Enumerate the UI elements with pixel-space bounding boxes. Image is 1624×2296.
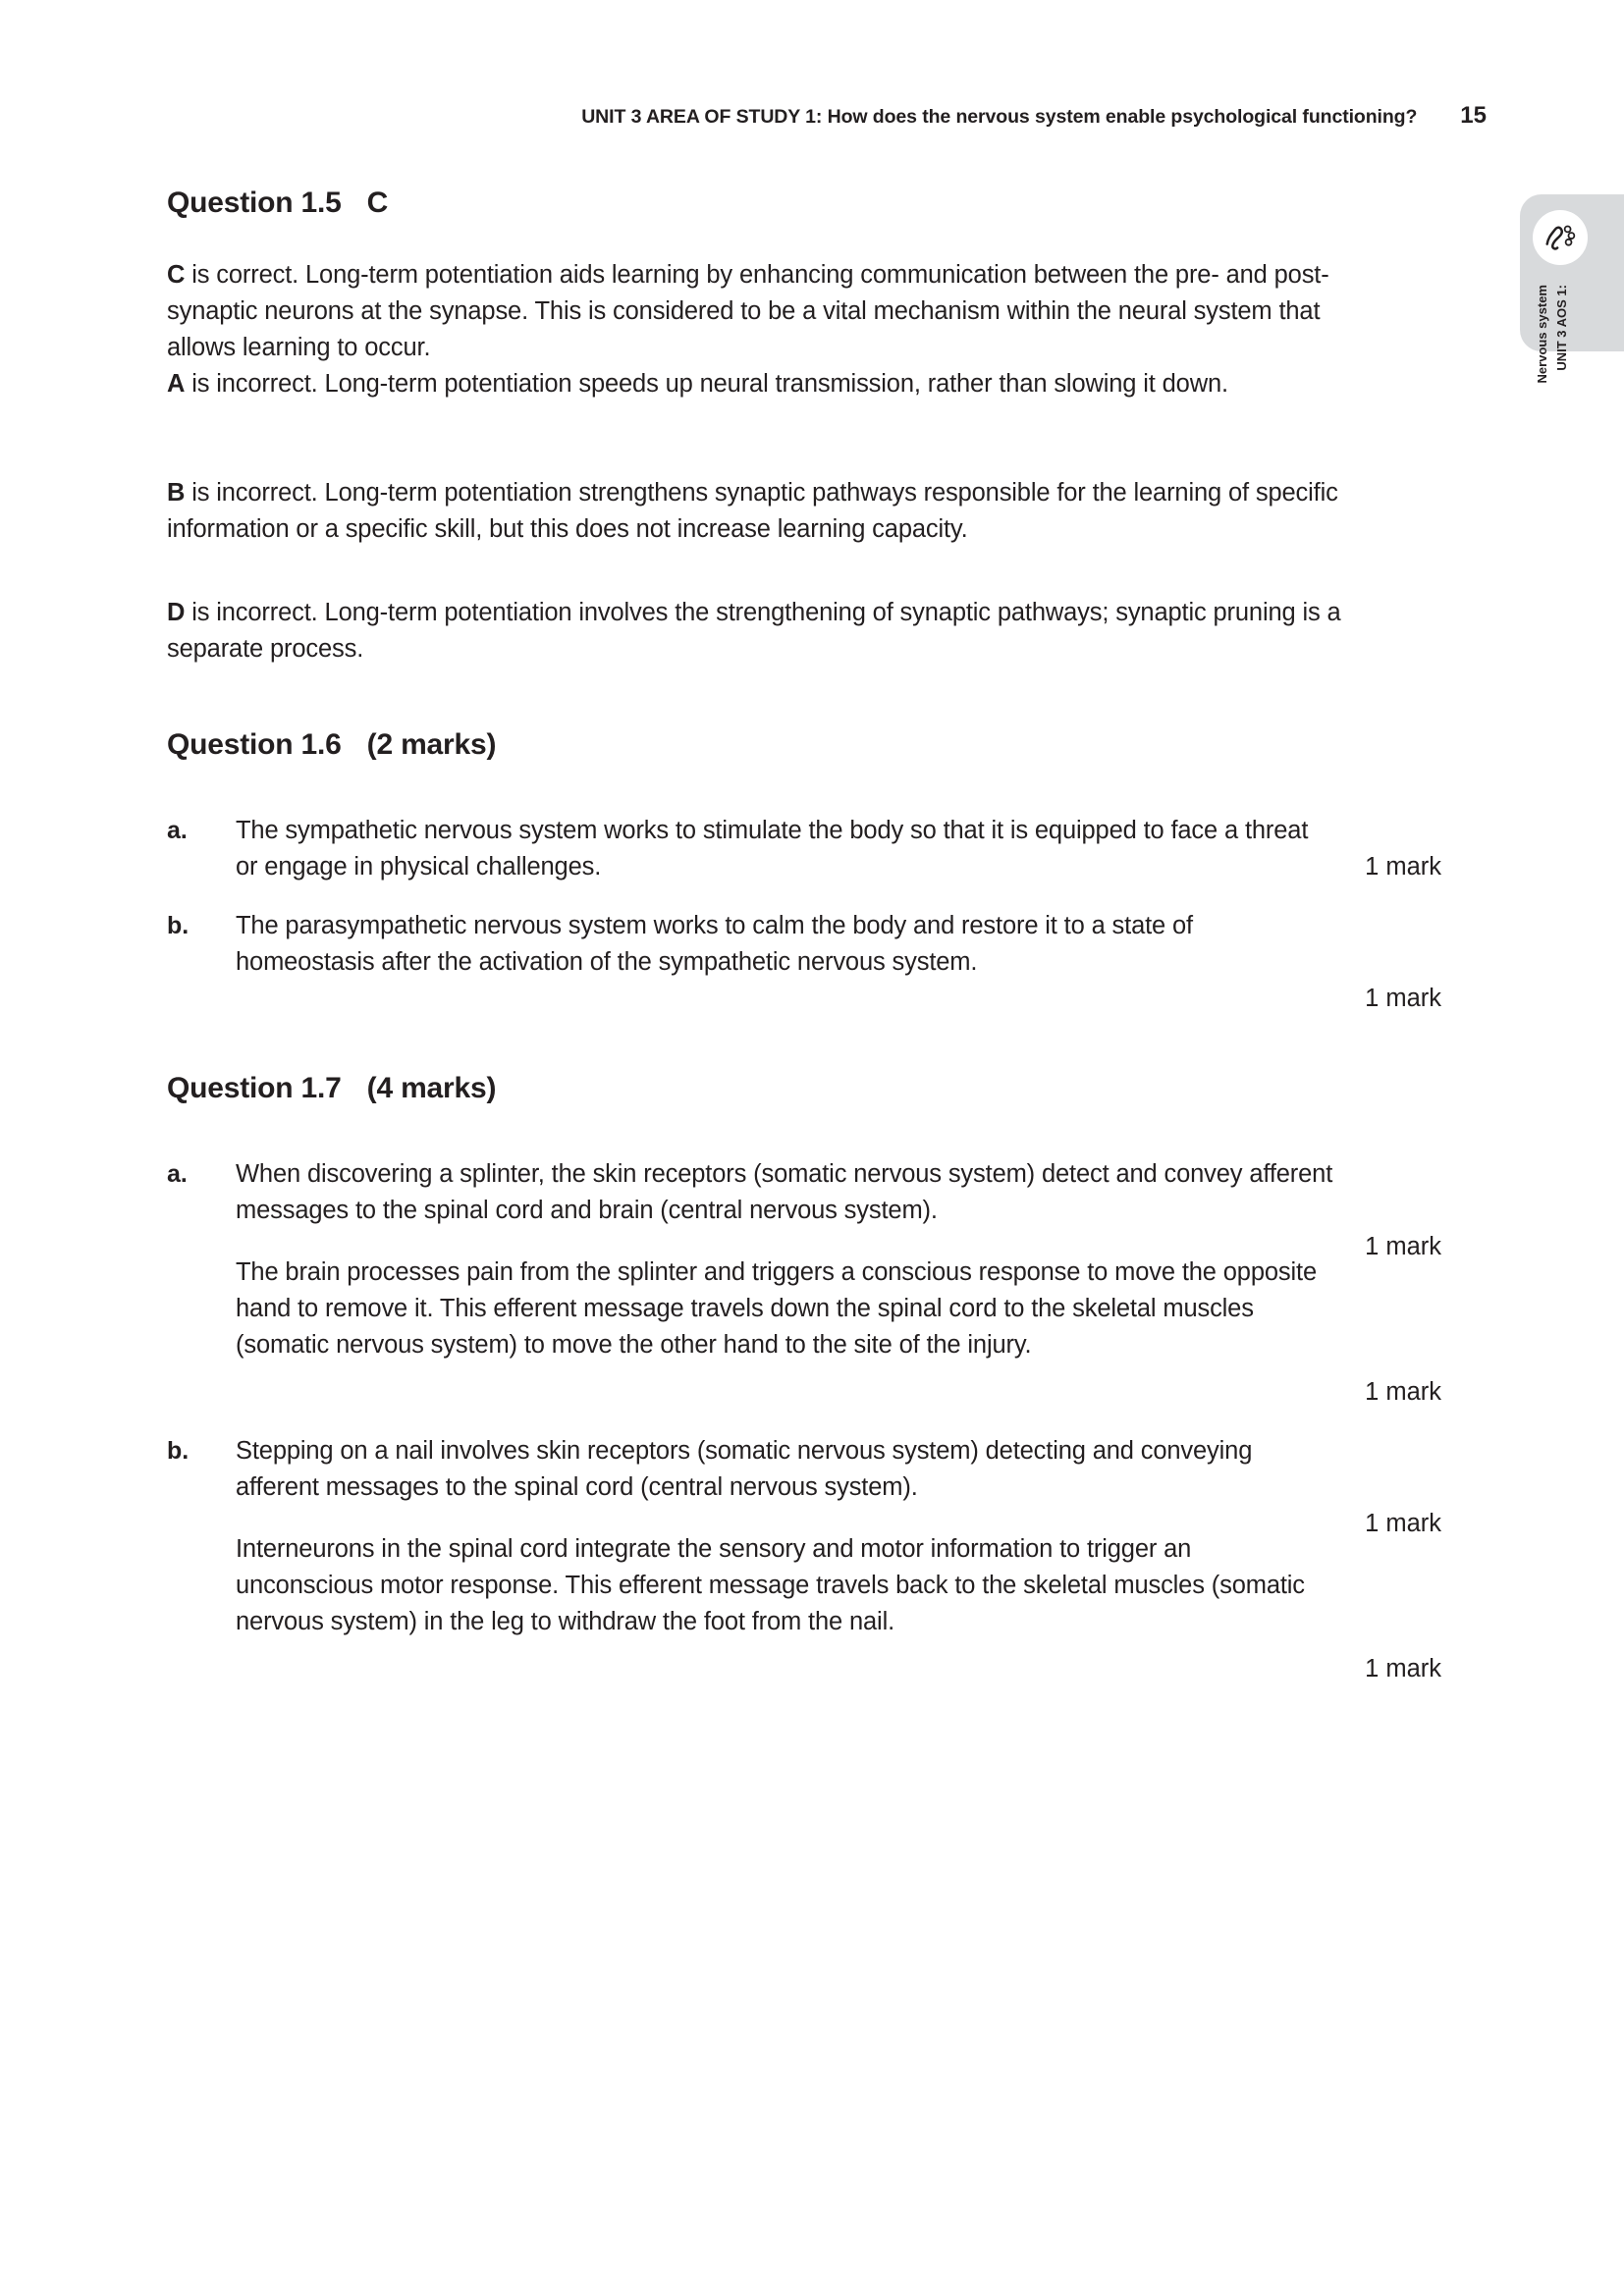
answer-explanation-a [167, 366, 1389, 402]
part-label-a: a. [167, 817, 188, 844]
marks-1-7-a-2: 1 mark [1365, 1378, 1441, 1406]
part-body-1-7-a [236, 1156, 1335, 1363]
page-number: 15 [1460, 102, 1487, 129]
part-text-1-6-b: The parasympathetic nervous system works to calm the body and restore it to a state of homeostasis after the activation of the sympathetic nervous system. [236, 912, 1193, 976]
marks-1-6-b: 1 mark [1365, 985, 1441, 1012]
part-text-1-7-a-p1: When discovering a splinter, the skin receptors (somatic nervous system) detect and convey afferent messages to the spinal cord and brain (central nervous system). [236, 1160, 1333, 1224]
marks-1-7-a-1: 1 mark [1365, 1233, 1441, 1260]
option-text-b: is incorrect. Long-term potentiation strengthens synaptic pathways responsible for the learning of specific information or a specific skill, but this does not increase learning capacity. [167, 479, 1338, 543]
part-label-b-1-7: b. [167, 1437, 189, 1465]
part-label-b: b. [167, 912, 189, 939]
running-header [137, 102, 1487, 132]
neuron-icon [1533, 210, 1588, 265]
marks-1-6-a: 1 mark [1365, 853, 1441, 881]
option-letter-a: A [167, 370, 186, 398]
option-text-c: is correct. Long-term potentiation aids learning by enhancing communication between the pre- and post-synaptic neurons at the synapse. This is considered to be a vital mechanism within the neural system that allows learning to occur. [167, 261, 1329, 361]
option-letter-d: D [167, 599, 186, 626]
answer-part-1-6-b [167, 908, 1335, 981]
part-text-1-7-b-p2: Interneurons in the spinal cord integrate the sensory and motor information to trigger an unconscious motor response. This efferent message travels back to the skeletal muscles (somatic nervous system) in the leg to withdraw the foot from the nail. [236, 1535, 1305, 1635]
question-heading-1-5-answer: C [366, 187, 389, 219]
question-heading-1-6-marks: (2 marks) [366, 728, 497, 761]
option-letter-c: C [167, 261, 186, 289]
side-thumb-tab-labels [1520, 285, 1618, 384]
running-header-title: UNIT 3 AREA OF STUDY 1: How does the nervous system enable psychological functioning? [581, 106, 1418, 128]
question-heading-1-7-number: Question 1.7 [167, 1072, 342, 1104]
answer-explanation-d [167, 595, 1412, 667]
option-text-d: is incorrect. Long-term potentiation involves the strengthening of synaptic pathways; synaptic pruning is a separate process. [167, 599, 1341, 663]
option-letter-b: B [167, 479, 186, 507]
question-heading-1-7-marks: (4 marks) [366, 1072, 497, 1104]
answer-part-1-7-b [167, 1433, 1335, 1640]
side-tab-unit-label: UNIT 3 AOS 1: [1554, 285, 1569, 371]
answer-part-1-7-a [167, 1156, 1335, 1363]
question-heading-1-6 [167, 728, 496, 762]
side-tab-topic-label: Nervous system [1535, 285, 1549, 384]
question-heading-1-6-number: Question 1.6 [167, 728, 342, 761]
question-heading-1-7 [167, 1072, 496, 1105]
question-heading-1-5-number: Question 1.5 [167, 187, 342, 219]
answer-explanation-c [167, 257, 1389, 366]
part-body-1-7-b [236, 1433, 1335, 1640]
option-text-a: is incorrect. Long-term potentiation speeds up neural transmission, rather than slowing it down. [185, 370, 1228, 398]
marks-1-7-b-1: 1 mark [1365, 1510, 1441, 1537]
question-heading-1-5 [167, 187, 388, 220]
marks-1-7-b-2: 1 mark [1365, 1655, 1441, 1682]
part-text-1-7-a-p2: The brain processes pain from the splinter and triggers a conscious response to move the opposite hand to remove it. This efferent message travels down the spinal cord to the skeletal muscles (somatic nervous system) to move the other hand to the site of the injury. [236, 1258, 1317, 1359]
part-text-1-7-b-p1: Stepping on a nail involves skin receptors (somatic nervous system) detecting and conveying afferent messages to the spinal cord (central nervous system). [236, 1437, 1253, 1501]
answer-explanation-b [167, 475, 1389, 548]
part-label-a-1-7: a. [167, 1160, 188, 1188]
part-text-1-6-a: The sympathetic nervous system works to stimulate the body so that it is equipped to face a threat or engage in physical challenges. [236, 817, 1309, 881]
side-thumb-tab [1520, 194, 1624, 384]
answer-part-1-6-a [167, 813, 1335, 885]
